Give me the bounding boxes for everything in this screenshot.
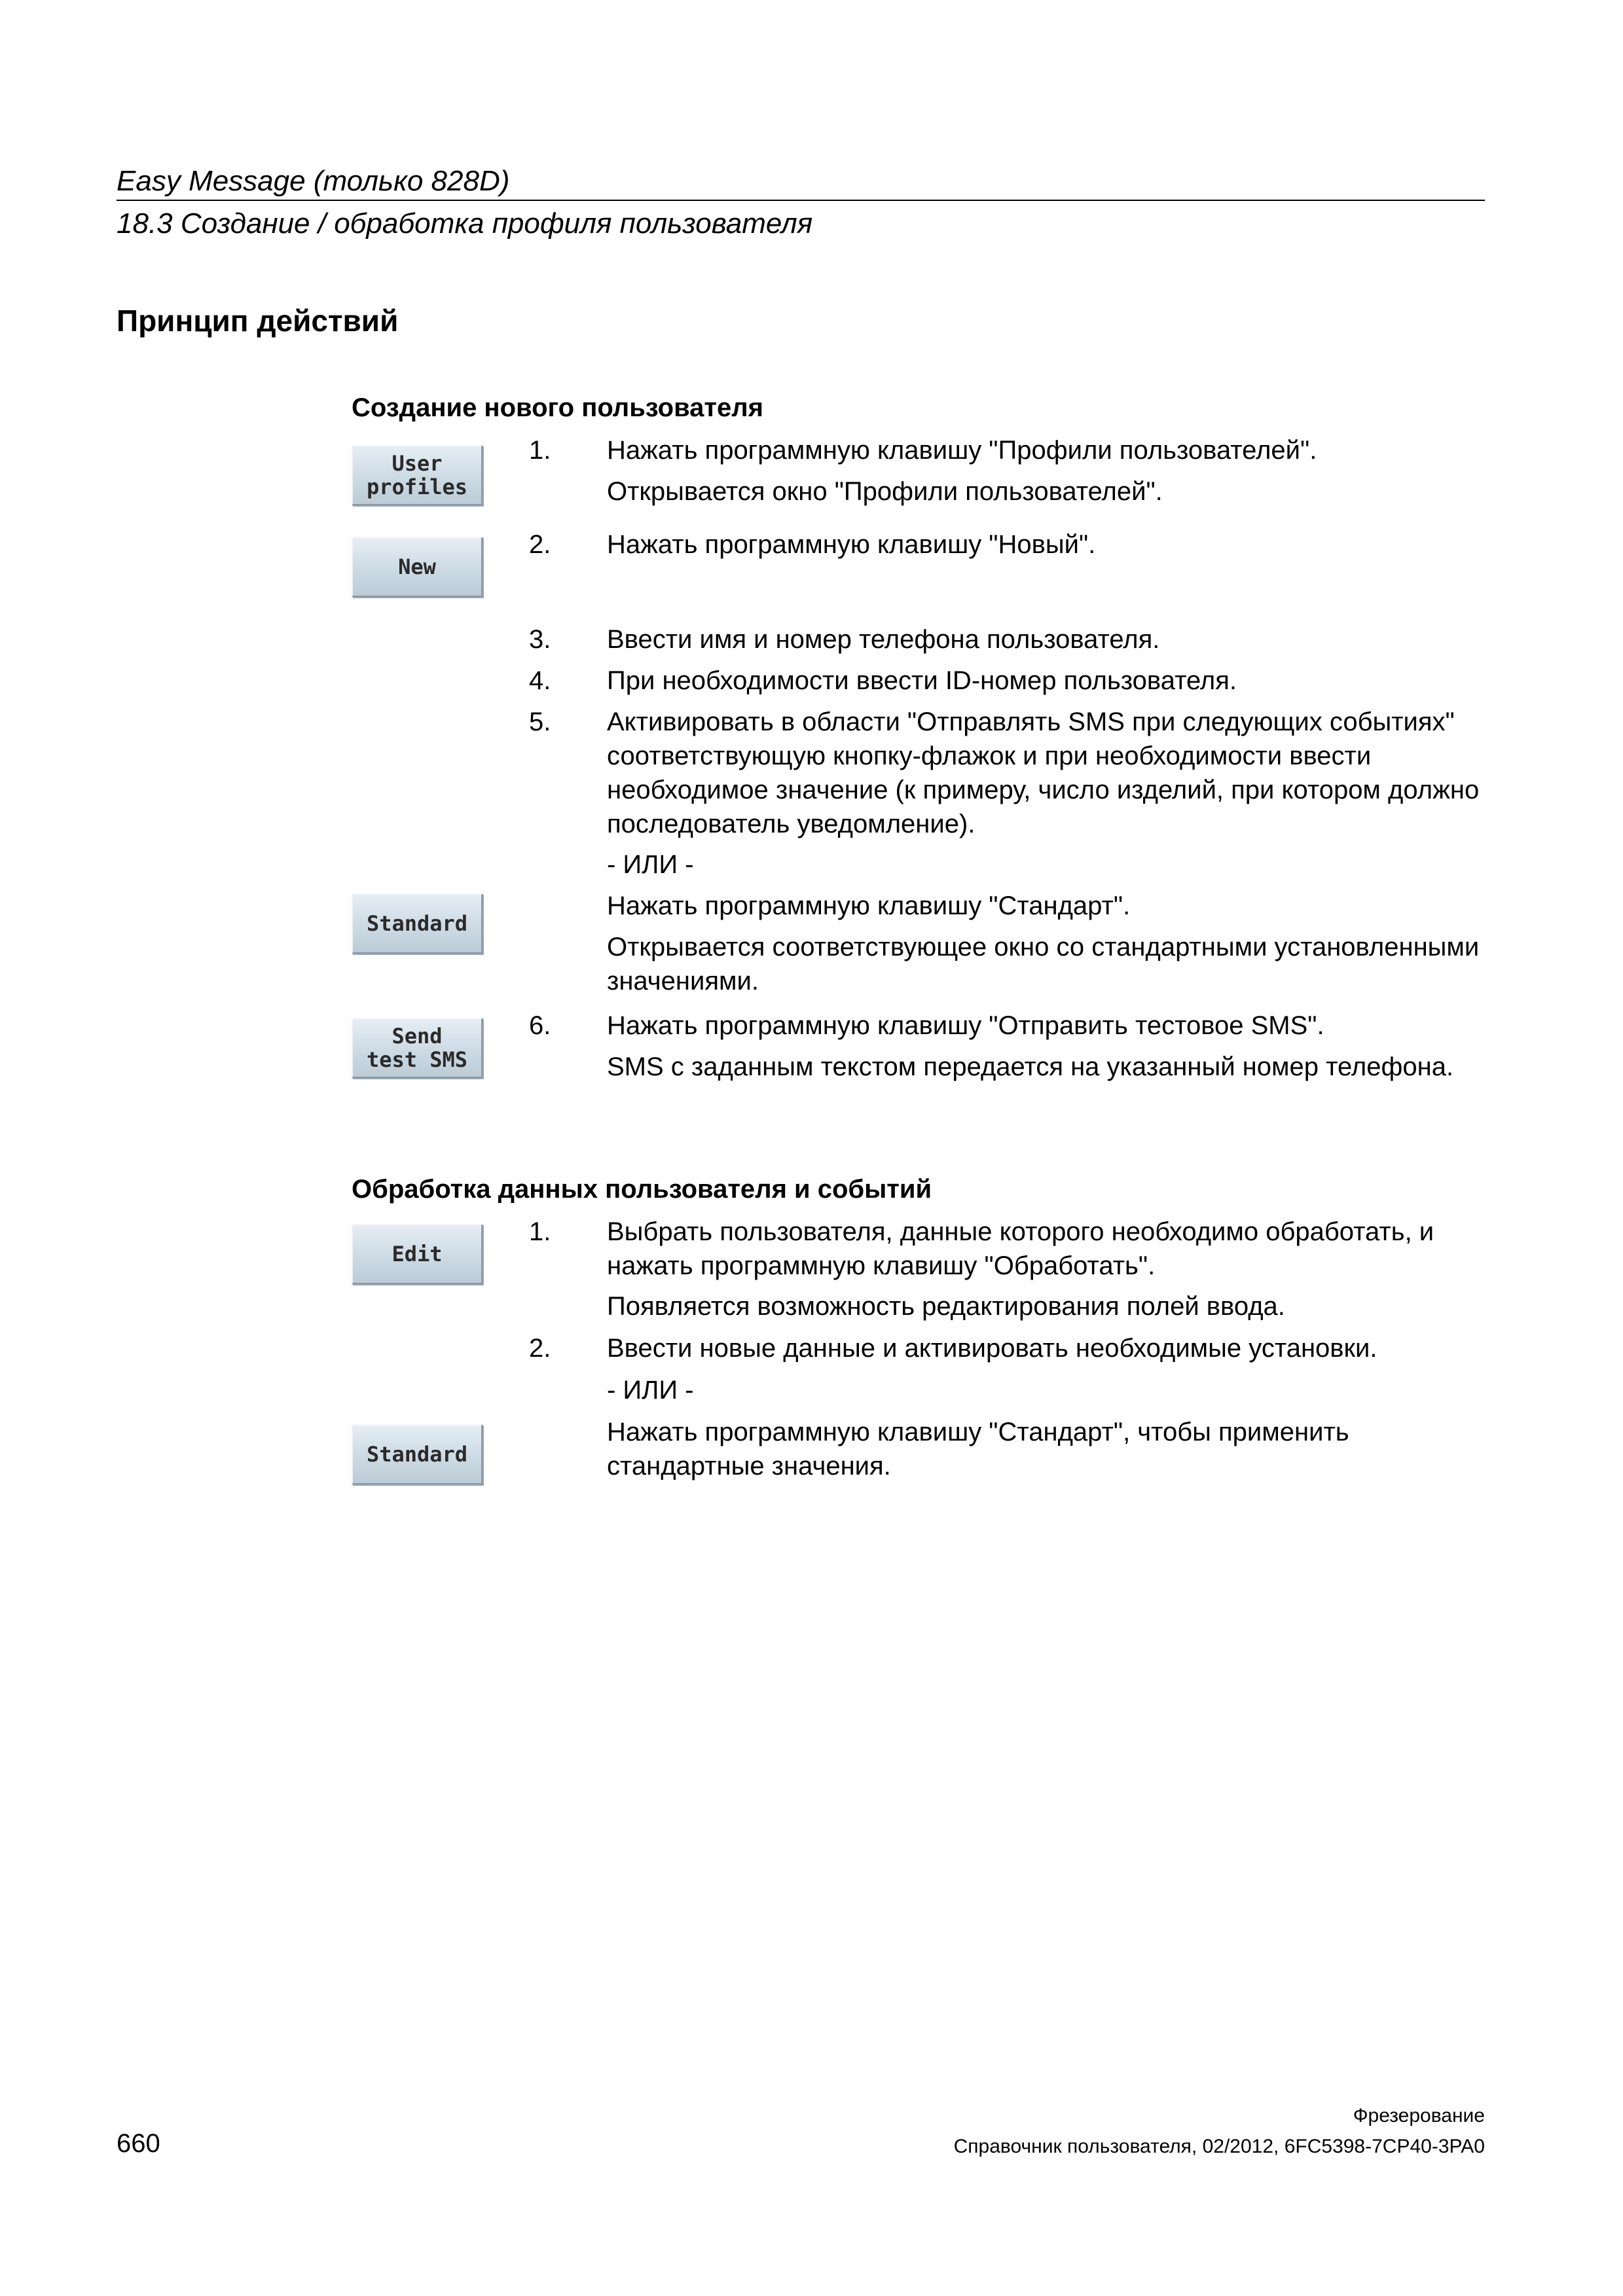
footer-manual-type: Фрезерование xyxy=(1353,2105,1485,2126)
step-number: 2. xyxy=(529,530,551,559)
send-test-sms-softkey[interactable]: Send test SMS xyxy=(352,1018,483,1078)
step-text: Ввести имя и номер телефона пользователя. xyxy=(607,625,1160,654)
step-result: SMS с заданным текстом передается на указанный номер телефона. xyxy=(607,1052,1454,1081)
step-result: Появляется возможность редактирования полей ввода. xyxy=(607,1292,1285,1321)
page-heading: Принцип действий xyxy=(117,304,399,338)
create-user-heading: Создание нового пользователя xyxy=(352,393,764,422)
header-section-title: 18.3 Создание / обработка профиля пользователя xyxy=(117,207,813,240)
step-text: При необходимости ввести ID-номер пользователя. xyxy=(607,666,1237,695)
header-divider xyxy=(117,200,1485,201)
step-alternative: Нажать программную клавишу "Стандарт", чтобы применить стандартные значения. xyxy=(607,1418,1349,1480)
footer-manual-reference: Справочник пользователя, 02/2012, 6FC5398-7CP40-3PA0 xyxy=(953,2136,1485,2157)
step-text: Ввести новые данные и активировать необходимые установки. xyxy=(607,1334,1377,1363)
user-profiles-softkey[interactable]: User profiles xyxy=(352,445,483,505)
step-text: Нажать программную клавишу "Профили пользователей". xyxy=(607,436,1317,465)
step-text: Нажать программную клавишу "Отправить тестовое SMS". xyxy=(607,1011,1324,1040)
step-number: 1. xyxy=(529,1217,551,1246)
step-result: Открывается окно "Профили пользователей". xyxy=(607,477,1163,506)
page-number: 660 xyxy=(117,2129,160,2158)
step-number: 3. xyxy=(529,625,551,654)
step-number: 2. xyxy=(529,1334,551,1363)
step-or-separator: - ИЛИ - xyxy=(607,1376,694,1405)
edit-softkey[interactable]: Edit xyxy=(352,1224,483,1284)
step-alternative: Нажать программную клавишу "Стандарт". xyxy=(607,891,1131,920)
step-number: 1. xyxy=(529,436,551,465)
new-softkey[interactable]: New xyxy=(352,537,483,597)
step-text: Нажать программную клавишу "Новый". xyxy=(607,530,1096,559)
standard-softkey[interactable]: Standard xyxy=(352,1424,483,1484)
step-alternative-result: Открывается соответствующее окно со стандартными установленными значениями. xyxy=(607,933,1480,996)
step-number: 5. xyxy=(529,708,551,736)
step-text: Выбрать пользователя, данные которого необходимо обработать, и нажать программную клавишу "Обработать". xyxy=(607,1217,1434,1280)
header-chapter-title: Easy Message (только 828D) xyxy=(117,165,510,197)
step-number: 4. xyxy=(529,666,551,695)
edit-user-heading: Обработка данных пользователя и событий xyxy=(352,1175,932,1204)
standard-softkey[interactable]: Standard xyxy=(352,893,483,954)
step-or-separator: - ИЛИ - xyxy=(607,850,694,879)
step-number: 6. xyxy=(529,1011,551,1040)
step-text: Активировать в области "Отправлять SMS при следующих событиях" соответствующую кнопку-флажок и при необходимости ввести необходимое значение (к примеру, число изделий, при котором должно последователь уведомление). xyxy=(607,708,1480,838)
